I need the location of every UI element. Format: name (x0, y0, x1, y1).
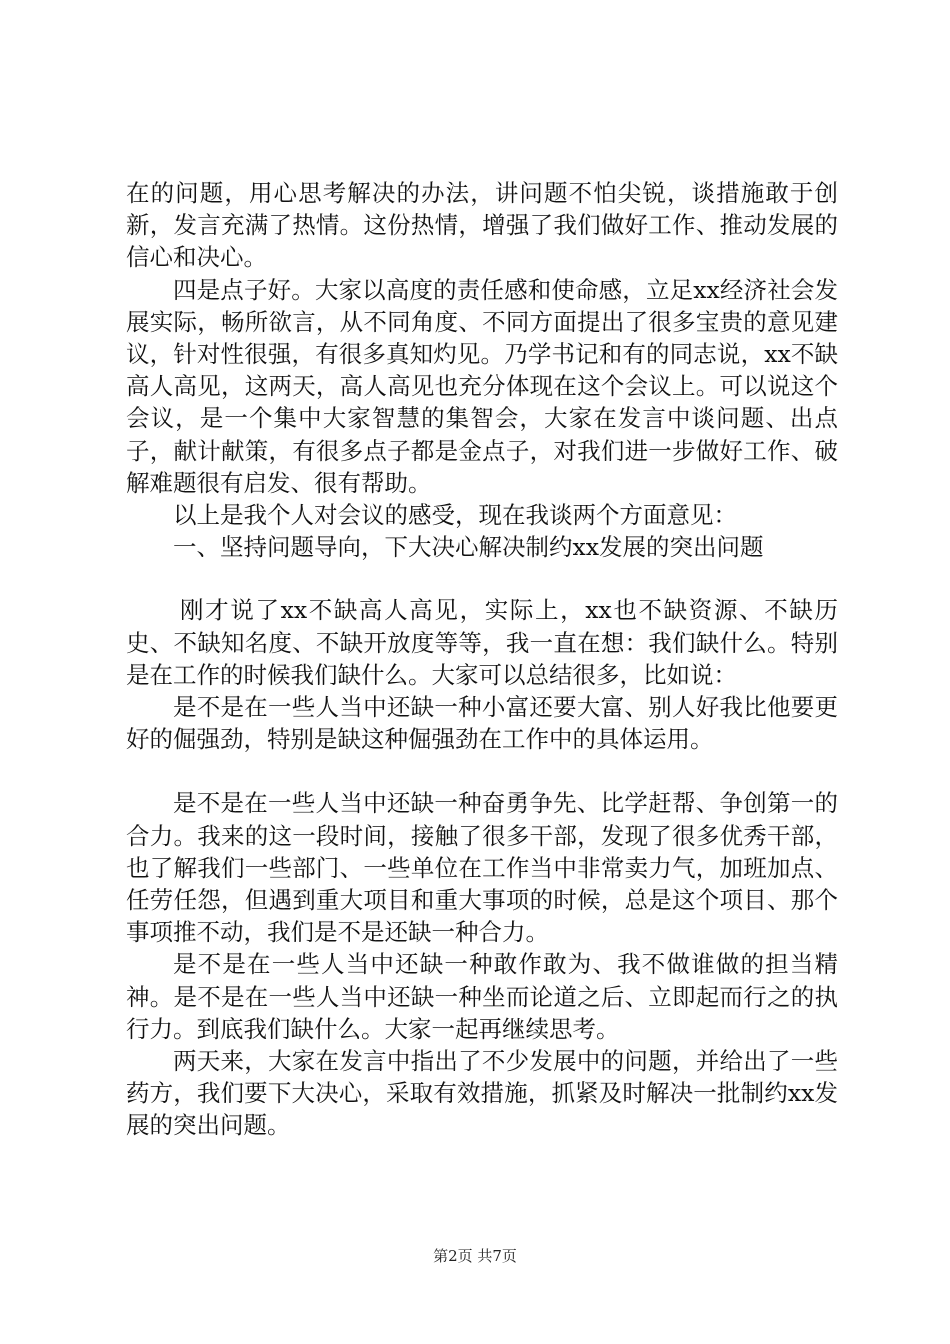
paragraph-responsibility: 是不是在一些人当中还缺一种敢作敢为、我不做谁做的担当精神。是不是在一些人当中还缺一种坐而论道之后、立即起而行之的执行力。到底我们缺什么。大家一起再继续思考。 (126, 950, 838, 1043)
paragraph-stubbornness: 是不是在一些人当中还缺一种小富还要大富、别人好我比他要更好的倔强劲，特别是缺这种倔强劲在工作中的具体运用。 (126, 693, 838, 754)
paragraph-synergy: 是不是在一些人当中还缺一种奋勇争先、比学赶帮、争创第一的合力。我来的这一段时间，接触了很多干部，发现了很多优秀干部，也了解我们一些部门、一些单位在工作当中非常卖力气，加班加点、任劳任怨，但遇到重大项目和重大事项的时候，总是这个项目、那个事项推不动，我们是不是还缺一种合力。 (126, 789, 838, 947)
paragraph-transition: 以上是我个人对会议的感受，现在我谈两个方面意见： (173, 501, 737, 530)
section-heading-one: 一、坚持问题导向，下大决心解决制约xx发展的突出问题 (173, 533, 764, 562)
document-body (126, 177, 838, 1142)
page-number-footer: 第2页 共7页 (433, 1247, 517, 1265)
paragraph-conclusion: 两天来，大家在发言中指出了不少发展中的问题，并给出了一些药方，我们要下大决心，采取有效措施，抓紧及时解决一批制约xx发展的突出问题。 (126, 1047, 838, 1140)
paragraph-what-we-lack: 刚才说了xx不缺高人高见，实际上，xx也不缺资源、不缺历史、不缺知名度、不缺开放度等等，我一直在想：我们缺什么。特别是在工作的时候我们缺什么。大家可以总结很多，比如说： (126, 596, 838, 689)
paragraph-continuation: 在的问题，用心思考解决的办法，讲问题不怕尖锐，谈措施敢于创新，发言充满了热情。这份热情，增强了我们做好工作、推动发展的信心和决心。 (126, 179, 838, 272)
paragraph-point-four: 四是点子好。大家以高度的责任感和使命感，立足xx经济社会发展实际，畅所欲言，从不同角度、不同方面提出了很多宝贵的意见建议，针对性很强，有很多真知灼见。乃学书记和有的同志说，xx不缺高人高见，这两天，高人高见也充分体现在这个会议上。可以说这个会议，是一个集中大家智慧的集智会，大家在发言中谈问题、出点子，献计献策，有很多点子都是金点子，对我们进一步做好工作、破解难题很有启发、很有帮助。 (126, 275, 838, 497)
